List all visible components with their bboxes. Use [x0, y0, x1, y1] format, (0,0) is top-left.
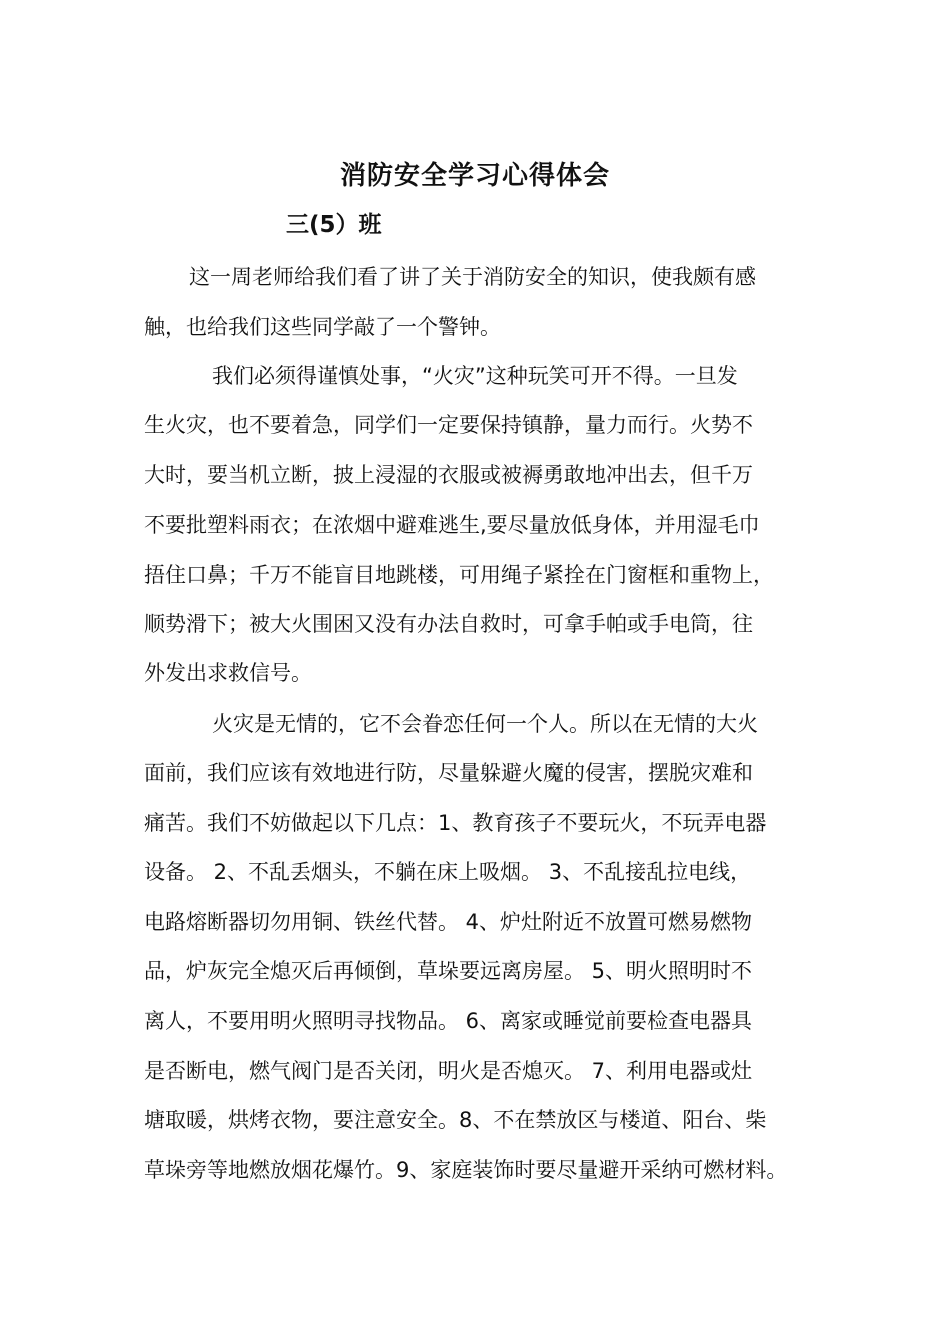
- text-line: 痛苦。我们不妨做起以下几点：1、教育孩子不要玩火，不玩弄电器: [144, 811, 767, 835]
- text-line: 这一周老师给我们看了讲了关于消防安全的知识，使我颇有感: [189, 265, 756, 289]
- document-title: 消防安全学习心得体会: [339, 161, 610, 191]
- text-line: 塘取暖，烘烤衣物，要注意安全。8、不在禁放区与楼道、阳台、柴: [144, 1108, 767, 1132]
- text-line: 电路熔断器切勿用铜、铁丝代替。 4、炉灶附近不放置可燃易燃物: [144, 910, 753, 934]
- text-line: 捂住口鼻；千万不能盲目地跳楼，可用绳子紧拴在门窗框和重物上，: [144, 563, 774, 587]
- class-label: 三(5）班: [286, 212, 382, 238]
- text-line: 触，也给我们这些同学敲了一个警钟。: [144, 315, 501, 339]
- text-line: 面前，我们应该有效地进行防，尽量躲避火魔的侵害，摆脱灾难和: [144, 761, 753, 785]
- text-line: 我们必须得谨慎处事，“火灾”这种玩笑可开不得。一旦发: [212, 364, 738, 388]
- text-line: 大时，要当机立断，披上浸湿的衣服或被褥勇敢地冲出去，但千万: [144, 463, 753, 487]
- text-line: 草垛旁等地燃放烟花爆竹。9、家庭装饰时要尽量避开采纳可燃材料。: [144, 1158, 788, 1182]
- text-line: 生火灾，也不要着急，同学们一定要保持镇静，量力而行。火势不: [144, 413, 753, 437]
- text-line: 品，炉灰完全熄灭后再倾倒，草垛要远离房屋。 5、明火照明时不: [144, 959, 753, 983]
- text-line: 外发出求救信号。: [144, 661, 312, 685]
- text-line: 设备。 2、不乱丢烟头，不躺在床上吸烟。 3、不乱接乱拉电线，: [144, 860, 752, 884]
- text-line: 是否断电，燃气阀门是否关闭，明火是否熄灭。 7、利用电器或灶: [144, 1059, 753, 1083]
- text-line: 火灾是无情的，它不会眷恋任何一个人。所以在无情的大火: [212, 712, 758, 736]
- text-line: 不要批塑料雨衣；在浓烟中避难逃生,要尽量放低身体，并用湿毛巾: [144, 513, 760, 537]
- text-line: 顺势滑下；被大火围困又没有办法自救时，可拿手帕或手电筒，往: [144, 612, 753, 636]
- text-line: 离人，不要用明火照明寻找物品。 6、离家或睡觉前要检查电器具: [144, 1009, 753, 1033]
